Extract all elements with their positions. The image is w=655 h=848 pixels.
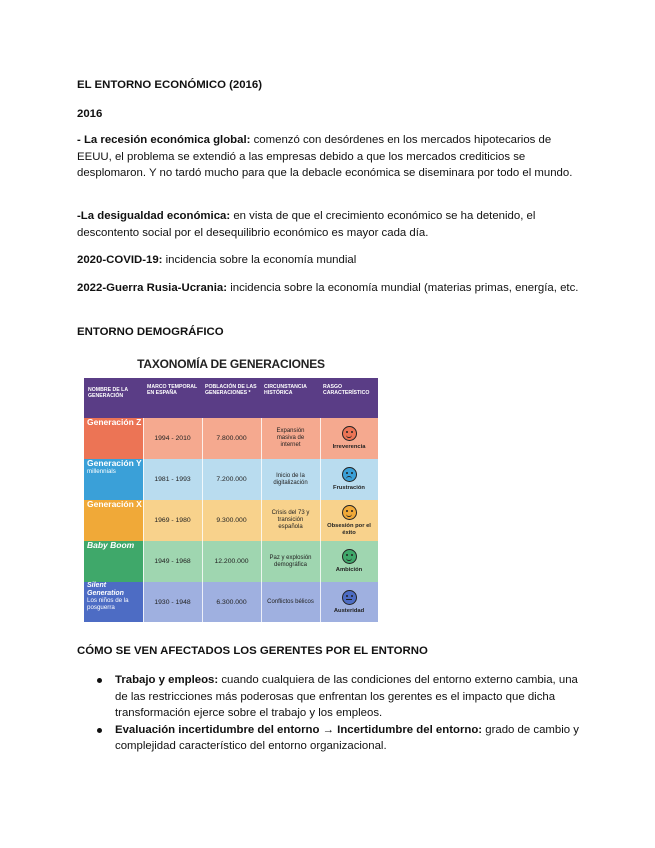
term-trabajo: Trabajo y empleos: [115, 674, 219, 686]
heading-entorno-economico: EL ENTORNO ECONÓMICO (2016) [77, 79, 263, 91]
list-item [97, 672, 587, 722]
term-recesion: - La recesión económica global: [77, 134, 251, 146]
term-guerra: 2022-Guerra Rusia-Ucrania: [77, 282, 228, 294]
text-desigualdad: en vista de que el crecimiento económico se ha detenido, el descontento social por el desequilibrio económico es mayor cada día. [77, 210, 536, 239]
paragraph-covid [77, 252, 582, 269]
bullet-list [97, 672, 587, 755]
header-marco: MARCO TEMPORAL EN ESPAÑA [147, 384, 198, 397]
paragraph-recesion [77, 132, 582, 182]
table-title: TAXONOMÍA DE GENERACIONES [137, 357, 325, 371]
cell-period: 1949 - 1968 [143, 541, 202, 582]
paragraph-desigualdad [77, 208, 582, 241]
term-desigualdad: -La desigualdad económica: [77, 210, 231, 222]
cell-history: Crisis del 73 y transición española [261, 500, 320, 541]
column-divider [202, 418, 203, 622]
sunglasses-face-icon [342, 505, 357, 520]
cell-period: 1930 - 1948 [143, 582, 202, 622]
text-incertidumbre: grado de cambio y complejidad característico del entorno organizacional. [115, 723, 579, 752]
cell-history: Inicio de la digitalización [261, 459, 320, 500]
list-item [97, 722, 587, 755]
paragraph-guerra [77, 280, 582, 297]
cell-trait: Austeridad [320, 582, 378, 622]
text-recesion: comenzó con desórdenes en los mercados hipotecarios de EEUU, el problema se extendió a las empresas debido a que los mercados crediticios se desplomaron. Y no tardó mucho para que la debacle económica se diseminara por todo el mundo. [77, 134, 573, 179]
column-divider [143, 418, 144, 622]
heading-gerentes: CÓMO SE VEN AFECTADOS LOS GERENTES POR EL ENTORNO [77, 645, 428, 657]
header-poblacion: POBLACIÓN DE LAS GENERACIONES * [205, 384, 257, 397]
table-row [84, 541, 378, 582]
term-incertidumbre: Evaluación incertidumbre del entorno → Incertidumbre del entorno: [115, 723, 483, 736]
cell-trait: Irreverencia [320, 418, 378, 459]
cell-generation: Generación Z [84, 418, 143, 459]
cell-population: 6.300.000 [202, 582, 261, 622]
header-nombre: NOMBRE DE LA GENERACIÓN [88, 387, 128, 400]
cell-period: 1969 - 1980 [143, 500, 202, 541]
cell-generation: Silent Generation Los niños de la posguerra [84, 582, 143, 622]
table-row [84, 418, 378, 459]
column-divider [320, 418, 321, 622]
text-covid: incidencia sobre la economía mundial [162, 254, 357, 266]
table-row [84, 459, 378, 500]
frustrated-face-icon [342, 467, 357, 482]
bullet-dot-icon [97, 728, 102, 733]
text-guerra: incidencia sobre la economía mundial (materias primas, energía, etc. [227, 282, 579, 294]
cell-trait: Ambición [320, 541, 378, 582]
table-row [84, 500, 378, 541]
term-covid: 2020-COVID-19: [77, 254, 163, 266]
table-header [84, 378, 378, 418]
heading-year: 2016 [77, 108, 103, 120]
header-rasgo: RASGO CARACTERÍSTICO [323, 384, 370, 397]
cell-population: 7.800.000 [202, 418, 261, 459]
cell-population: 12.200.000 [202, 541, 261, 582]
header-circunstancia: CIRCUNSTANCIA HISTÓRICA [264, 384, 307, 397]
heading-entorno-demografico: ENTORNO DEMOGRÁFICO [77, 326, 224, 338]
cell-generation: Generación Y millennials [84, 459, 143, 500]
cell-history: Conflictos bélicos [261, 582, 320, 622]
cell-generation: Baby Boom [84, 541, 143, 582]
text-trabajo: cuando cualquiera de las condiciones del entorno externo cambia, una de las restricciones más poderosas que enfrentan los gerentes es el impacto que dicha transformación ejerce sobre el trabajo y los empleos. [115, 674, 578, 719]
cell-history: Paz y explosión demográfica [261, 541, 320, 582]
table-row [84, 582, 378, 622]
cell-generation: Generación X [84, 500, 143, 541]
cell-period: 1994 - 2010 [143, 418, 202, 459]
happy-face-icon [342, 549, 357, 564]
cell-trait: Obsesión por el éxito [320, 500, 378, 541]
irreverent-face-icon [342, 426, 357, 441]
cell-history: Expansión masiva de internet [261, 418, 320, 459]
neutral-face-icon [342, 590, 357, 605]
cell-trait: Frustración [320, 459, 378, 500]
column-divider [261, 418, 262, 622]
bullet-dot-icon [97, 678, 102, 683]
cell-period: 1981 - 1993 [143, 459, 202, 500]
cell-population: 9.300.000 [202, 500, 261, 541]
cell-population: 7.200.000 [202, 459, 261, 500]
generations-table [84, 378, 378, 622]
